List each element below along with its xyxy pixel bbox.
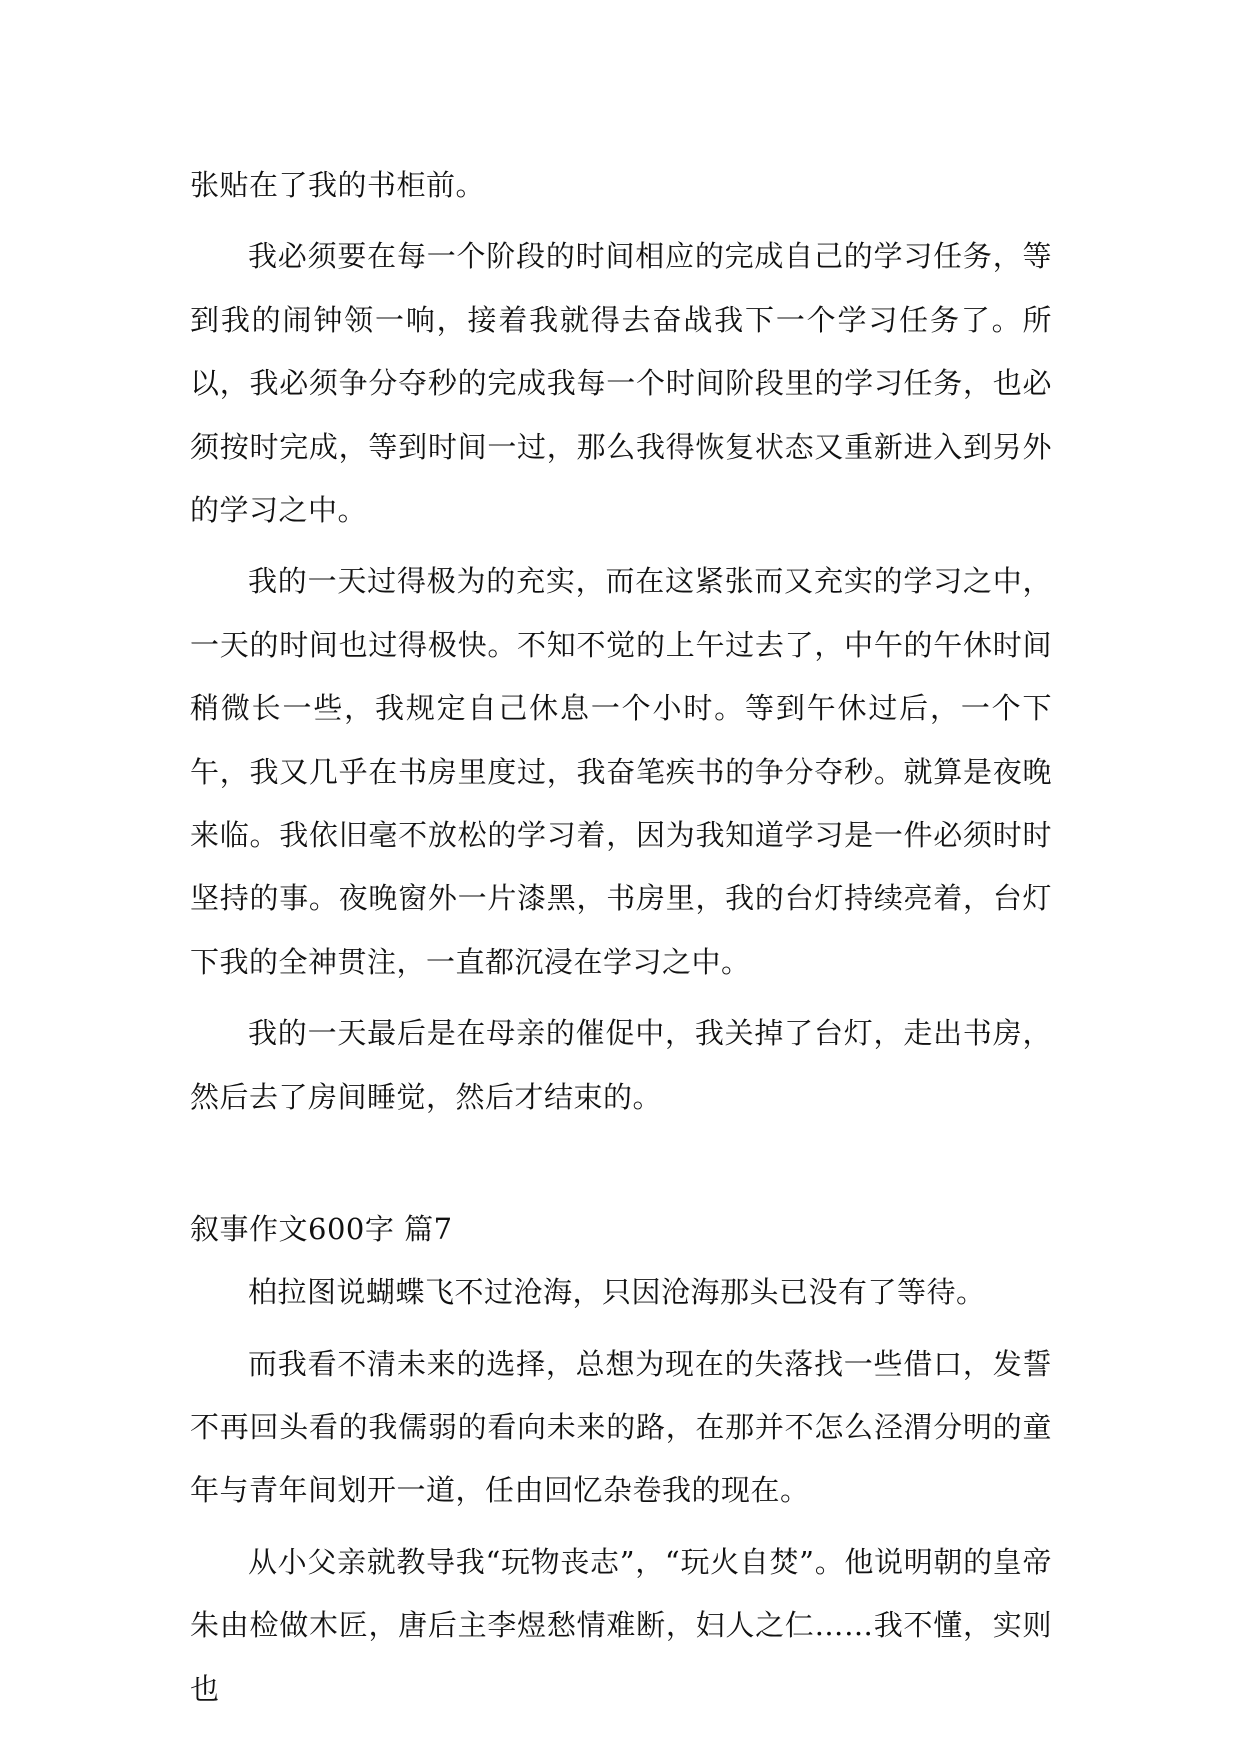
paragraph-2: 我的一天过得极为的充实，而在这紧张而又充实的学习之中，一天的时间也过得极快。不知不觉的上午过去了，中午的午休时间稍微长一些，我规定自己休息一个小时。等到午休过后，一个下午，我又几乎在书房里度过，我奋笔疾书的争分夺秒。就算是夜晚来临。我依旧毫不放松的学习着，因为我知道学习是一件必须时时坚持的事。夜晚窗外一片漆黑，书房里，我的台灯持续亮着，台灯下我的全神贯注，一直都沉浸在学习之中。 <box>190 564 1052 979</box>
opening-fragment: 张贴在了我的书柜前。 <box>190 168 486 202</box>
paragraph-3: 我的一天最后是在母亲的催促中，我关掉了台灯，走出书房，然后去了房间睡觉，然后才结束的。 <box>190 1016 1052 1114</box>
paragraph-6: 从小父亲就教导我“玩物丧志”，“玩火自焚”。他说明朝的皇帝朱由检做木匠，唐后主李煜愁情难断，妇人之仁……我不懂，实则也 <box>190 1544 1052 1706</box>
paragraph-4: 柏拉图说蝴蝶飞不过沧海，只因沧海那头已没有了等待。 <box>248 1275 986 1310</box>
section-heading: 叙事作文600字 篇7 <box>190 1212 453 1247</box>
paragraph-1: 我必须要在每一个阶段的时间相应的完成自己的学习任务，等到我的闹钟领一响，接着我就得去奋战我下一个学习任务了。所以，我必须争分夺秒的完成我每一个时间阶段里的学习任务，也必须按时完成，等到时间一过，那么我得恢复状态又重新进入到另外的学习之中。 <box>190 239 1052 528</box>
paragraph-5: 而我看不清未来的选择，总想为现在的失落找一些借口，发誓不再回头看的我儒弱的看向未来的路，在那并不怎么泾渭分明的童年与青年间划开一道，任由回忆杂卷我的现在。 <box>190 1346 1052 1508</box>
document-body <box>190 154 1052 1721</box>
